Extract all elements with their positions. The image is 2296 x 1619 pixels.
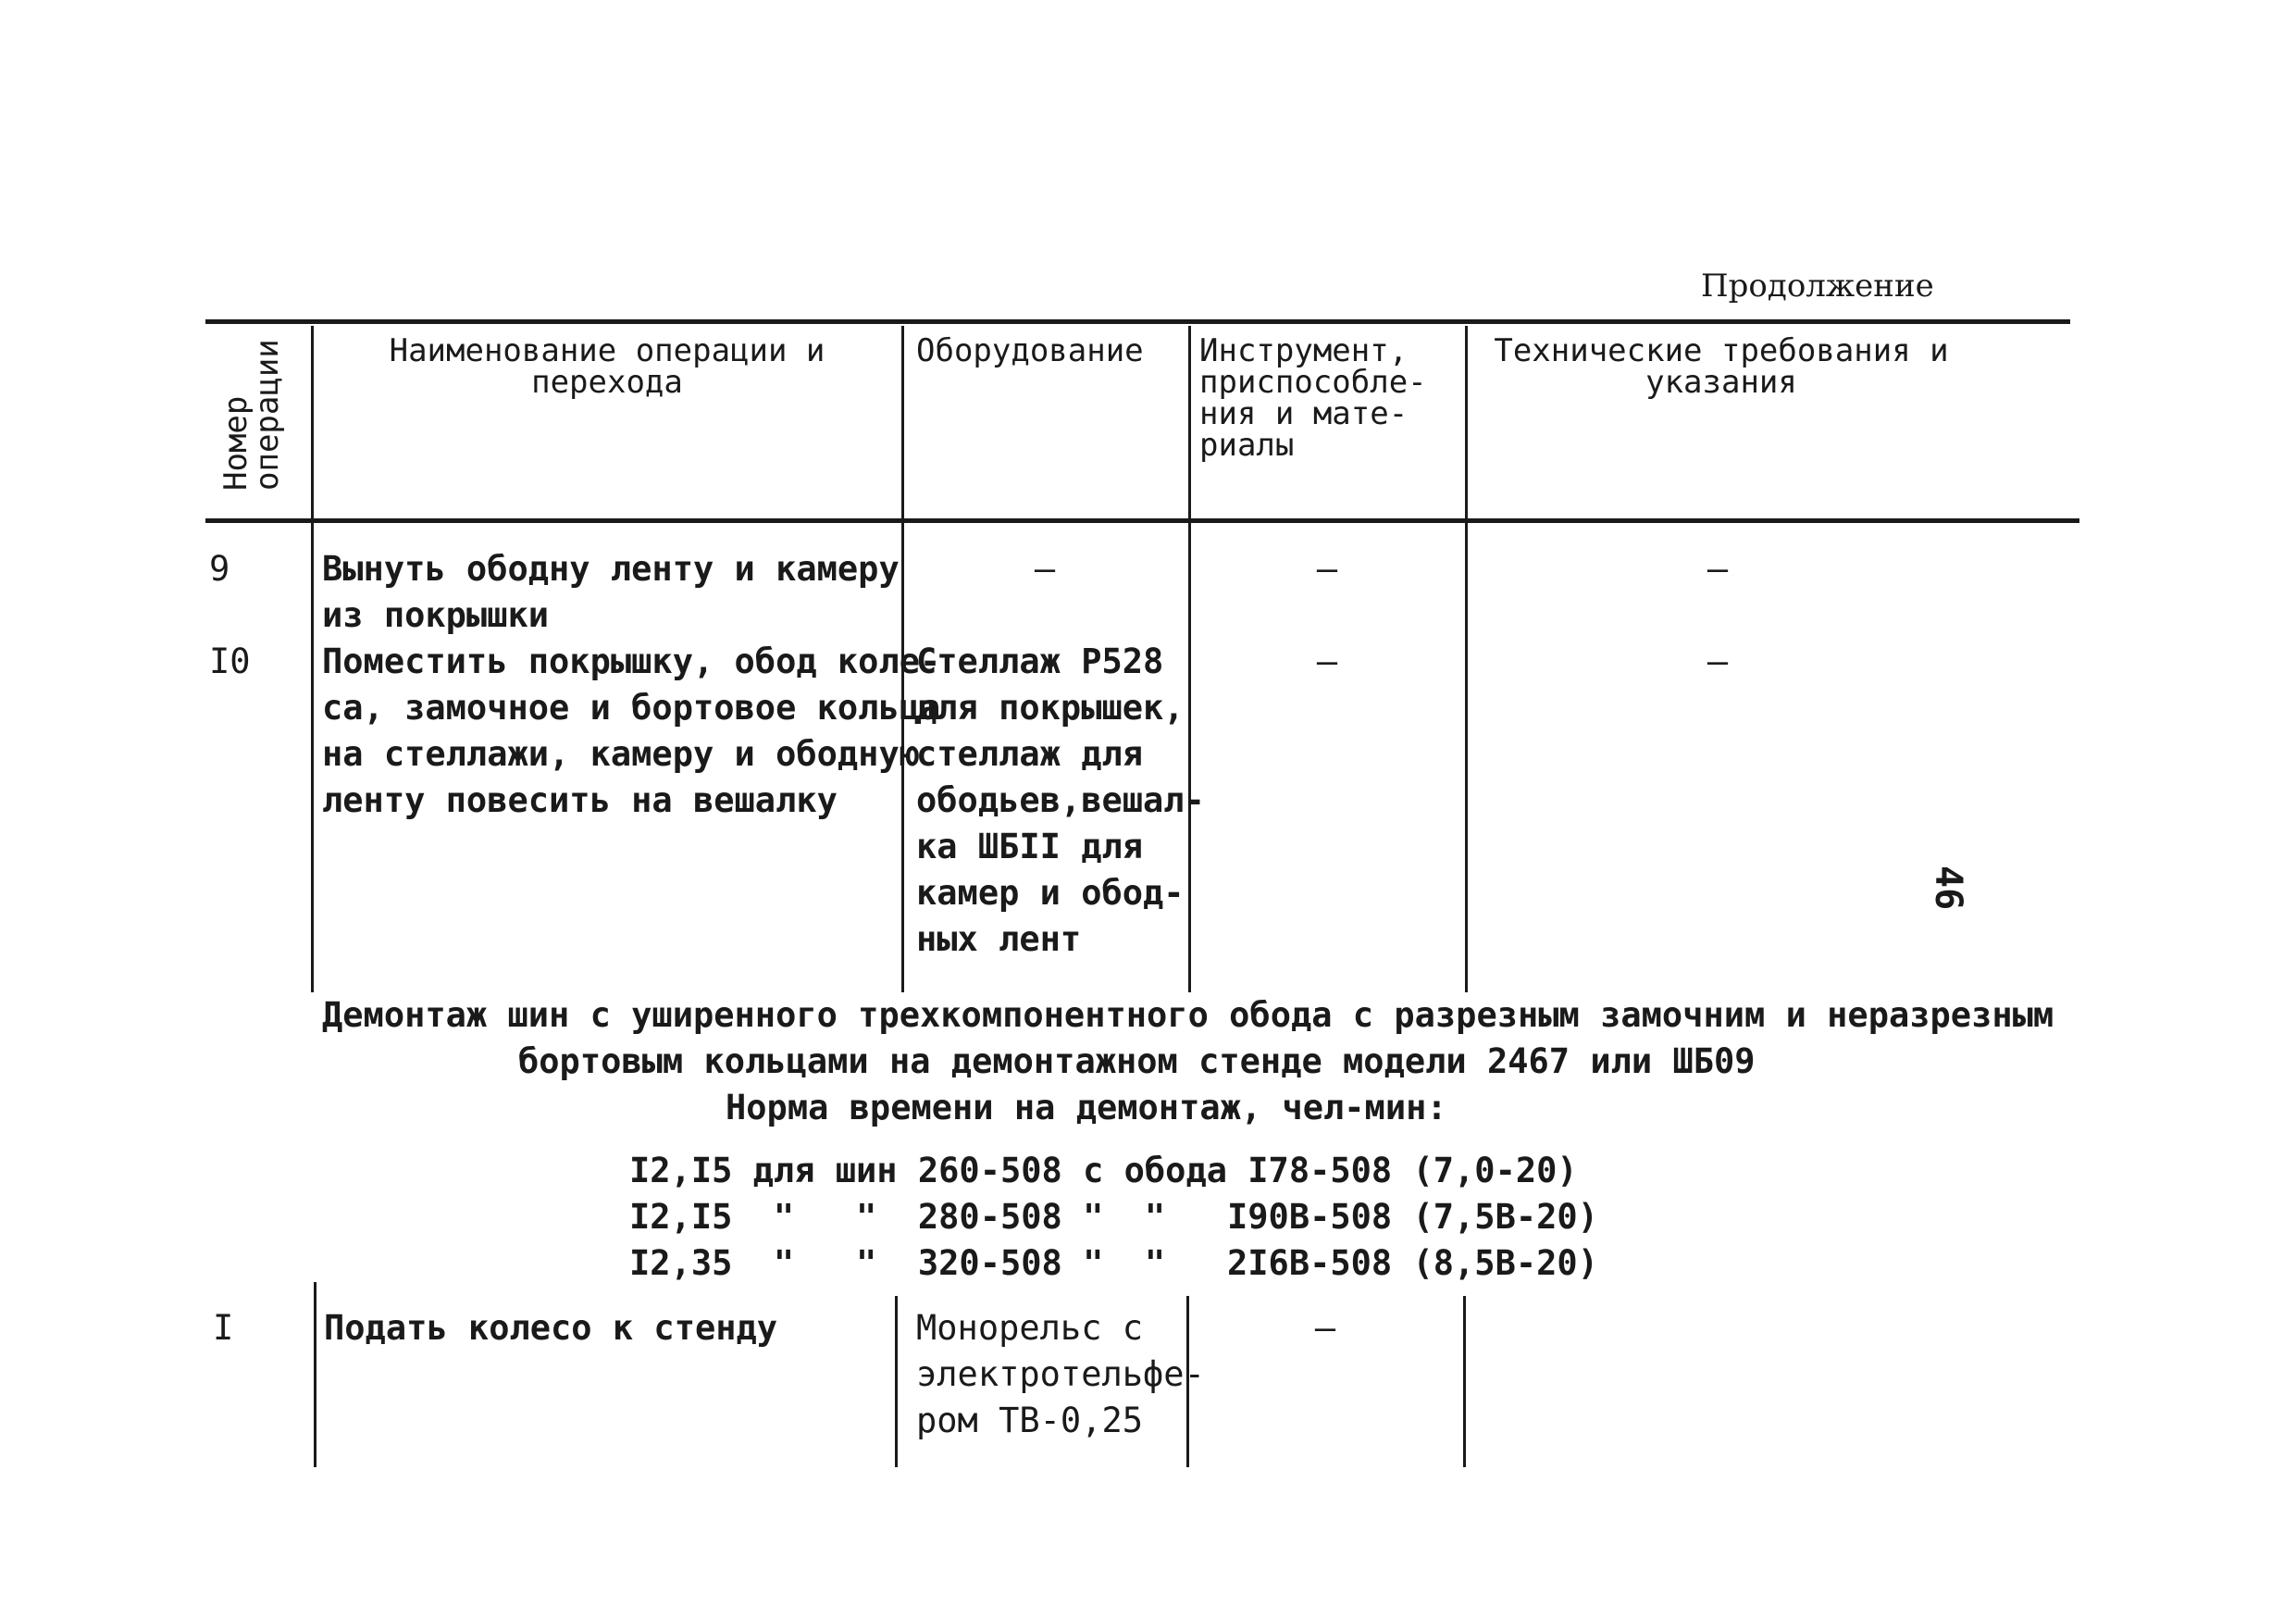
row-10-requirements: – <box>1706 641 1729 681</box>
time-norm-line-3: I2,35 " " 320-508 " " 2I6В-508 (8,5В-20) <box>629 1243 1598 1283</box>
header-col-tools: Инструмент, приспособле- ния и мате- риалы <box>1199 332 1427 464</box>
header-col-equipment: Оборудование <box>916 332 1144 369</box>
lower-col-divider-1 <box>314 1282 316 1467</box>
row-1-name: Подать колесо к стенду <box>324 1308 778 1348</box>
row-1-number: I <box>213 1308 234 1348</box>
continuation-label: Продолжение <box>1701 268 1934 305</box>
row-10-name: Поместить покрышку, обод коле- са, замочное и бортовое кольца на стеллажи, камеру и ободную ленту повесить на вешалку <box>322 641 941 820</box>
row-9-number: 9 <box>209 549 230 589</box>
time-norm-line-2: I2,I5 " " 280-508 " " I90В-508 (7,5В-20) <box>629 1197 1598 1237</box>
row-10-number: I0 <box>209 641 251 681</box>
row-9-equipment: – <box>1034 549 1056 589</box>
header-col-requirements: Технические требования и указания <box>1494 332 1949 401</box>
time-norm-heading: Норма времени на демонтаж, чел-мин: <box>726 1088 1447 1127</box>
row-9-name: Вынуть ободну ленту и камеру из покрышки <box>322 549 900 635</box>
row-10-tools: – <box>1316 641 1338 681</box>
row-10-equipment: Стеллаж Р528 для покрышек, стеллаж для ободьев,вешал- ка ШБII для камер и обод- ных лент <box>916 641 1205 959</box>
page-number: 46 <box>1927 866 1969 911</box>
section-title-line-1: Демонтаж шин с уширенного трехкомпонентного обода с разрезным замочним и неразрезным <box>322 995 2054 1035</box>
lower-col-divider-2 <box>895 1296 898 1467</box>
header-bottom-rule <box>205 518 2079 523</box>
row-9-requirements: – <box>1706 549 1729 589</box>
time-norm-line-1: I2,I5 для шин 260-508 с обода I78-508 (7,0-20) <box>629 1151 1578 1190</box>
row-9-tools: – <box>1316 549 1338 589</box>
row-1-equipment: Монорельс с электротельфе- ром ТВ-0,25 <box>916 1308 1205 1440</box>
table-top-rule <box>205 319 2070 324</box>
header-col-number: Номер операции <box>217 339 286 491</box>
section-title-line-2: бортовым кольцами на демонтажном стенде модели 2467 или ШБ09 <box>518 1041 1756 1081</box>
row-1-tools: – <box>1314 1308 1336 1348</box>
lower-col-divider-4 <box>1463 1296 1466 1467</box>
header-col-name: Наименование операции и перехода <box>389 332 825 401</box>
col-divider-1 <box>311 326 314 992</box>
